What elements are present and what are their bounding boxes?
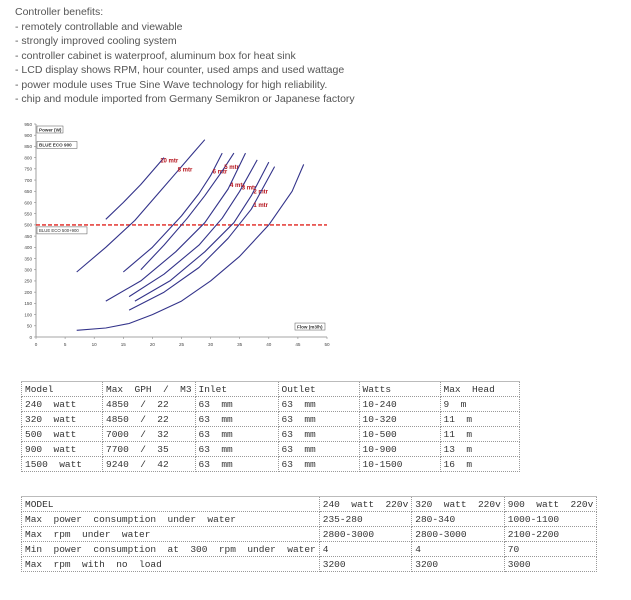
table-cell: 9240 / 42 <box>103 457 196 472</box>
table-cell: 13 m <box>440 442 519 457</box>
table-cell: 63 mm <box>278 397 359 412</box>
table-cell: 70 <box>504 542 597 557</box>
series-label: 3 mtr <box>241 185 257 192</box>
y-tick-label: 850 <box>24 144 32 150</box>
series-label: 4 mtr <box>230 183 245 190</box>
table-cell: 11 m <box>440 427 519 442</box>
table-cell: 3200 <box>319 557 412 572</box>
y-tick-label: 900 <box>24 133 32 139</box>
table-cell: 16 m <box>440 457 519 472</box>
table-cell: Max rpm with no load <box>22 557 320 572</box>
table-row <box>22 557 597 572</box>
table-cell: 63 mm <box>278 457 359 472</box>
y-tick-label: 250 <box>24 278 32 284</box>
table-cell: 4850 / 22 <box>103 397 196 412</box>
table-cell: 9 m <box>440 397 519 412</box>
table-header-cell: 900 watt 220v <box>504 497 597 512</box>
table-header-cell: Inlet <box>195 382 278 397</box>
table-header-cell: Max GPH / M3 <box>103 382 196 397</box>
x-tick-label: 30 <box>208 342 214 347</box>
y-tick-label: 800 <box>24 155 32 161</box>
table-cell: 10-320 <box>359 412 440 427</box>
table-header-row <box>22 382 520 397</box>
table-row <box>22 527 597 542</box>
table-cell: Max rpm under water <box>22 527 320 542</box>
table-header-cell: MODEL <box>22 497 320 512</box>
y-tick-label: 700 <box>24 177 32 183</box>
series-label: 8 mtr <box>177 167 193 174</box>
table-header-cell: 320 watt 220v <box>412 497 505 512</box>
table-header-cell: Model <box>22 382 103 397</box>
table-cell: 500 watt <box>22 427 103 442</box>
y-axis-label: Power (W) <box>39 127 62 133</box>
table-cell: 2800-3000 <box>412 527 505 542</box>
pump-curve-svg <box>15 118 335 358</box>
table-cell: 4850 / 22 <box>103 412 196 427</box>
table-row <box>22 542 597 557</box>
table-cell: 3000 <box>504 557 597 572</box>
x-tick-label: 25 <box>178 342 185 347</box>
table-cell: 63 mm <box>278 412 359 427</box>
series-line <box>129 160 257 297</box>
x-tick-label: 40 <box>266 342 272 347</box>
table-cell: 4 <box>319 542 412 557</box>
x-tick-label: 15 <box>120 342 126 347</box>
benefits-list <box>15 5 355 107</box>
table-cell: 4 <box>412 542 505 557</box>
y-tick-label: 650 <box>24 189 32 195</box>
table-cell: 2100-2200 <box>504 527 597 542</box>
benefits-heading: Controller benefits: <box>15 6 104 18</box>
table-cell: 240 watt <box>22 397 103 412</box>
table-cell: 1500 watt <box>22 457 103 472</box>
table-cell: 7700 / 35 <box>103 442 196 457</box>
table-header-cell: Outlet <box>278 382 359 397</box>
series-line <box>77 140 205 272</box>
y-tick-label: 150 <box>24 301 32 307</box>
table-row <box>22 427 520 442</box>
x-tick-label: 0 <box>34 342 38 347</box>
series-label: 10 mtr <box>160 158 179 165</box>
y-tick-label: 350 <box>24 256 32 262</box>
table-cell: 10-1500 <box>359 457 440 472</box>
power-spec-table <box>21 496 597 572</box>
model-spec-table <box>21 381 520 472</box>
y-tick-label: 300 <box>24 267 32 273</box>
x-tick-label: 5 <box>63 342 67 347</box>
y-tick-label: 750 <box>24 166 32 172</box>
y-tick-label: 950 <box>24 121 32 127</box>
table-header-cell: Max Head <box>440 382 519 397</box>
y-tick-label: 200 <box>24 289 32 295</box>
benefit-item: - controller cabinet is waterproof, aluminum box for heat sink <box>15 49 296 62</box>
reference-line-label: BLUE ECO 500+900 <box>39 228 79 234</box>
y-tick-label: 600 <box>24 200 32 206</box>
table-row <box>22 412 520 427</box>
table-row <box>22 512 597 527</box>
pump-curve-chart <box>15 118 335 358</box>
y-tick-label: 450 <box>24 233 32 239</box>
table-cell: 10-240 <box>359 397 440 412</box>
table-cell: 2800-3000 <box>319 527 412 542</box>
table-cell: 63 mm <box>195 397 278 412</box>
series-line <box>106 158 164 220</box>
x-tick-label: 10 <box>91 342 97 347</box>
y-tick-label: 400 <box>24 245 32 251</box>
table-cell: 3200 <box>412 557 505 572</box>
table-cell: 63 mm <box>278 427 359 442</box>
table-cell: 11 m <box>440 412 519 427</box>
table-cell: Max power consumption under water <box>22 512 320 527</box>
table-cell: 235-280 <box>319 512 412 527</box>
y-tick-label: 500 <box>24 222 32 228</box>
table-cell: Min power consumption at 300 rpm under water <box>22 542 320 557</box>
table-cell: 63 mm <box>195 412 278 427</box>
x-axis-label: Flow (m3/h) <box>296 324 323 330</box>
series-label: 5 mtr <box>224 165 239 172</box>
x-tick-label: 35 <box>237 342 243 347</box>
table-cell: 63 mm <box>278 442 359 457</box>
y-tick-label: 50 <box>26 323 32 329</box>
table-row <box>22 397 520 412</box>
x-tick-label: 45 <box>295 342 301 347</box>
y-tick-label: 550 <box>24 211 32 217</box>
table-header-row <box>22 497 597 512</box>
table-cell: 10-900 <box>359 442 440 457</box>
table-header-cell: 240 watt 220v <box>319 497 412 512</box>
benefit-item: - strongly improved cooling system <box>15 35 177 47</box>
x-tick-label: 20 <box>149 342 155 347</box>
benefit-item: - remotely controllable and viewable <box>15 20 183 33</box>
table-cell: 7000 / 32 <box>103 427 196 442</box>
table-header-cell: Watts <box>359 382 440 397</box>
table-cell: 10-500 <box>359 427 440 442</box>
table-cell: 1000-1100 <box>504 512 597 527</box>
series-label: 2 mtr <box>253 189 269 196</box>
table-cell: 900 watt <box>22 442 103 457</box>
table-row <box>22 457 520 472</box>
table-cell: 320 watt <box>22 412 103 427</box>
x-tick-label: 50 <box>324 342 330 347</box>
benefit-item: - power module uses True Sine Wave technology for high reliability. <box>15 78 328 91</box>
benefit-item: - chip and module imported from Germany Semikron or Japanese factory <box>15 93 355 105</box>
y-tick-label: 100 <box>24 312 32 318</box>
series-label: 6 mtr <box>212 169 228 176</box>
benefit-item: - LCD display shows RPM, hour counter, used amps and used wattage <box>15 64 345 76</box>
table-cell: 280-340 <box>412 512 505 527</box>
series-line <box>77 164 304 330</box>
table-cell: 63 mm <box>195 442 278 457</box>
series-label: 1 mtr <box>253 203 269 210</box>
table-cell: 63 mm <box>195 427 278 442</box>
y-tick-label: 0 <box>29 334 32 340</box>
table-cell: 63 mm <box>195 457 278 472</box>
model-label: BLUE ECO 900 <box>39 142 72 148</box>
table-row <box>22 442 520 457</box>
